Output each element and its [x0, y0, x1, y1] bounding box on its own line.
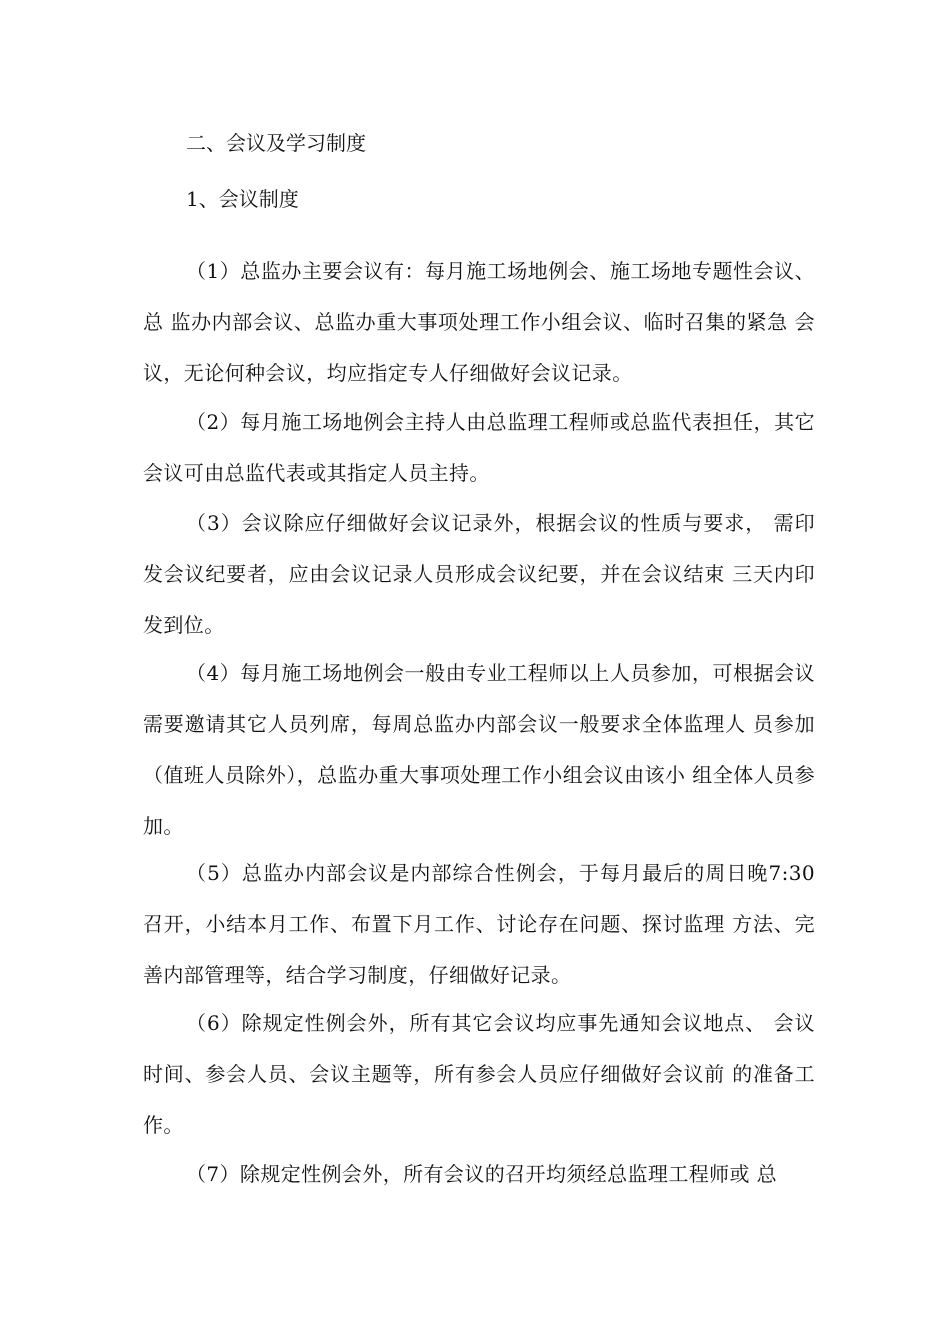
paragraph-2: （2）每月施工场地例会主持人由总监理工程师或总监代表担任，其它会议可由总监代表或其指定人员主持。 [143, 410, 815, 485]
paragraph-7: （7）除规定性例会外，所有会议的召开均须经总监理工程师或 总 [186, 1162, 778, 1186]
section-heading: 二、会议及学习制度 [186, 131, 366, 155]
paragraph-1: （1）总监办主要会议有：每月施工场地例会、施工场地专题性会议、总 监办内部会议、总监办重大事项处理工作小组会议、临时召集的紧急 会议，无论何种会议，均应指定专人仔细做好会议记录。 [143, 259, 815, 385]
paragraph-4: （4）每月施工场地例会一般由专业工程师以上人员参加，可根据会议需要邀请其它人员列席，每周总监办内部会议一般要求全体监理人 员参加（值班人员除外），总监办重大事项处理工作小组会议由该小 组全体人员参加。 [143, 661, 815, 838]
paragraph-3: （3）会议除应仔细做好会议记录外，根据会议的性质与要求， 需印发会议纪要者，应由会议记录人员形成会议纪要，并在会议结束 三天内印发到位。 [143, 511, 815, 637]
subsection-heading: 1、会议制度 [186, 187, 299, 211]
paragraph-6: （6）除规定性例会外，所有其它会议均应事先通知会议地点、 会议时间、参会人员、会议主题等，所有参会人员应仔细做好会议前 的准备工作。 [143, 1011, 815, 1137]
paragraph-5: （5）总监办内部会议是内部综合性例会，于每月最后的周日晚7:30召开，小结本月工作、布置下月工作、讨论存在问题、探讨监理 方法、完善内部管理等，结合学习制度，仔细做好记录。 [143, 861, 815, 987]
